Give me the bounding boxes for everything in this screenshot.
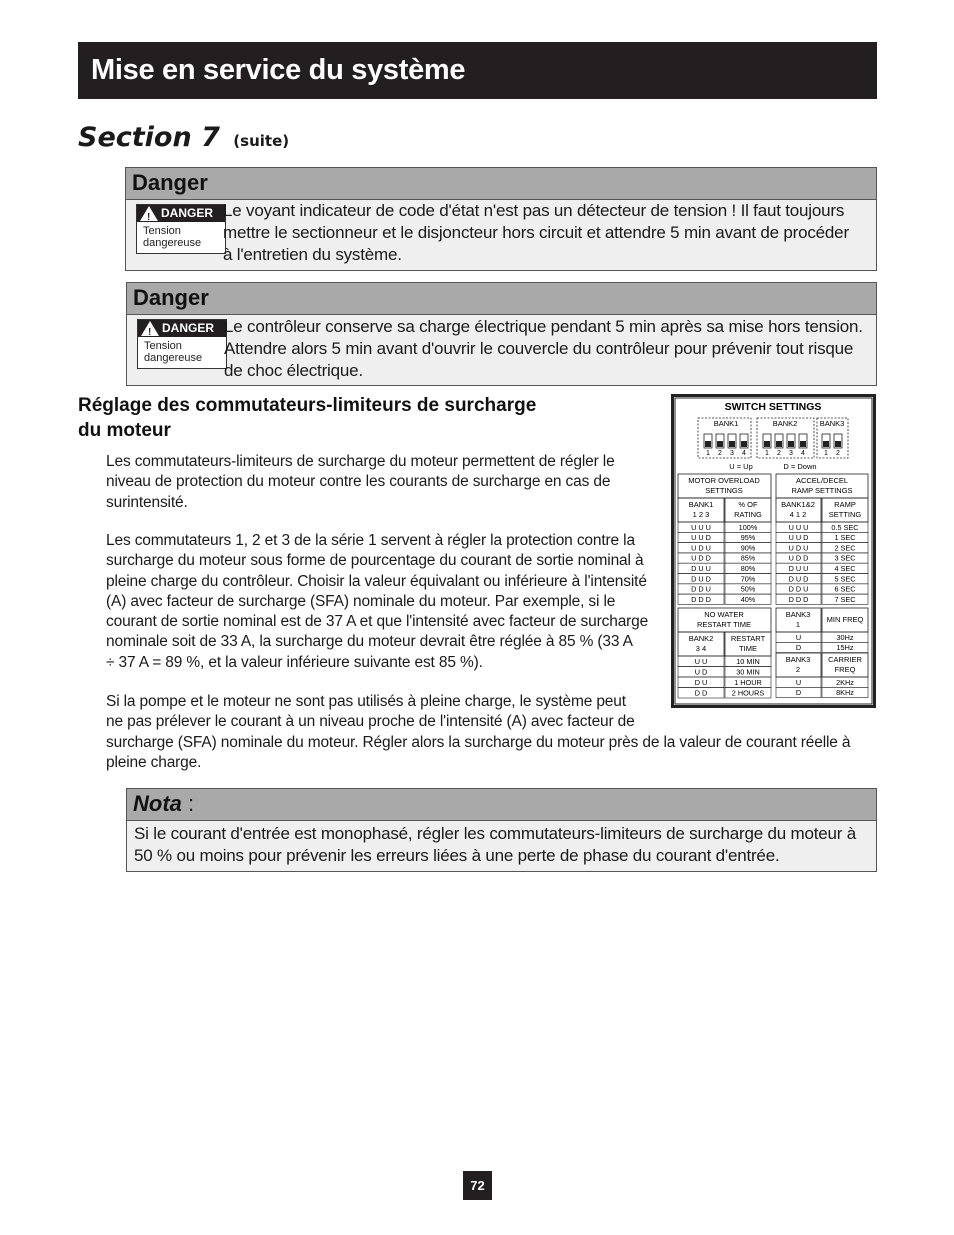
paragraph-line: Si la pompe et le moteur ne sont pas utilisés à pleine charge, le système peut [106, 693, 626, 710]
nota-box-header [127, 789, 876, 821]
danger-box-1-line: mettre le sectionneur et le disjoncteur hors circuit et attendre 5 min avant de procéder [223, 223, 849, 242]
table-cell-value: 7 SEC [834, 594, 856, 604]
table-cell-switches: D U [694, 678, 708, 687]
paragraph-line: Les commutateurs-limiteurs de surcharge du moteur permettent de régler le [106, 453, 615, 470]
table-cell-switches: U U U [691, 522, 711, 532]
dip-switch-knob [705, 441, 711, 447]
table-cell-switches: D D D [691, 594, 711, 604]
paragraph-line: surcharge du moteur sous forme de pourcentage du courant de sortie nominal à [106, 552, 644, 570]
table-cell-value: 4 SEC [834, 564, 856, 573]
danger-box-1-title: Danger [132, 170, 208, 195]
dip-switch-knob [823, 441, 829, 447]
danger-label-line1: Tension [144, 340, 182, 352]
bank3-label: BANK3 [819, 419, 845, 428]
switch-settings-title: SWITCH SETTINGS [724, 401, 822, 413]
table-cell-value: 0.5 SEC [831, 522, 859, 532]
overload-col-header: BANK1 [688, 500, 714, 509]
table-cell-value: 6 SEC [834, 584, 856, 594]
table-cell-value: 2KHz [836, 677, 854, 687]
danger-hazard-label-2 [137, 319, 227, 369]
paragraph-line: nominale soit de 33 A, la surcharge du moteur devrait être réglée à 85 % (33 A [106, 633, 633, 651]
table-cell-switches: U D U [788, 543, 809, 553]
danger-label-line2: dangereuse [143, 237, 202, 249]
carrier-col-header: 2 [795, 665, 801, 674]
paragraph-line: ne pas prélever le courant à un niveau proche de l'intensité (A) avec facteur de [106, 713, 635, 731]
nota-title: Nota [133, 791, 182, 816]
table-cell-switches: U D [694, 667, 708, 677]
dip-switch-knob [835, 441, 841, 447]
section-title: Section 7 [78, 122, 220, 153]
danger-box-2 [126, 282, 877, 386]
table-cell-value: 30Hz [836, 632, 854, 642]
paragraph-line: surcharge (SFA) nominale du moteur. Régler alors la surcharge du moteur près de la valeur de courant réelle à [106, 733, 851, 751]
danger-box-2-line: de choc électrique. [224, 361, 363, 380]
table-cell-value: 95% [740, 533, 756, 543]
overload-col-header: % OF [738, 500, 758, 509]
overload-title-line: SETTINGS [705, 486, 743, 495]
ramp-col-header: BANK1&2 [781, 500, 815, 509]
dip-switch-knob [764, 441, 770, 447]
dip-switch-number: 1 [824, 450, 828, 457]
dip-switch-knob [741, 441, 747, 447]
table-cell-switches: D U U [691, 564, 711, 573]
nowater-col-header: BANK2 [688, 634, 714, 643]
carrier-col-header: BANK3 [785, 655, 811, 664]
table-cell-value: 40% [740, 594, 756, 604]
subsection-title-line: du moteur [78, 420, 171, 441]
danger-box-2-line: Le contrôleur conserve sa charge électrique pendant 5 min après sa mise hors tension. [224, 317, 863, 336]
paragraph-line: (A) avec facteur de surcharge (SFA) nominale du moteur. Par exemple, si le [106, 592, 616, 610]
dip-switch-number: 4 [742, 450, 746, 457]
danger-badge-text: DANGER [162, 321, 215, 335]
table-cell-switches: D [795, 688, 802, 698]
switch-settings-figure [671, 394, 876, 708]
paragraph-line: pleine charge du contrôleur. Choisir la valeur équivalant ou inférieure à l'intensité [106, 572, 647, 590]
subsection-title-line: Réglage des commutateurs-limiteurs de surcharge [78, 395, 537, 416]
table-cell-switches: D D [694, 688, 708, 698]
danger-label-line1: Tension [143, 225, 181, 237]
table-cell-value: 50% [740, 584, 756, 594]
carrier-col-header: FREQ [834, 665, 856, 674]
table-cell-value: 2 SEC [834, 543, 856, 553]
table-cell-switches: U [795, 677, 802, 687]
table-cell-switches: D D D [788, 594, 809, 604]
paragraph-2 [106, 531, 648, 673]
overload-col-header: 1 2 3 [692, 510, 710, 519]
nowater-col-header: 3 4 [695, 644, 707, 653]
table-cell-value: 15Hz [836, 643, 854, 653]
bank1-label: BANK1 [713, 419, 739, 428]
table-cell-switches: U D U [691, 543, 711, 553]
carrier-col-header: CARRIER [828, 655, 862, 664]
legend-up: U = Up [729, 462, 753, 471]
nowater-col-header: RESTART [730, 634, 766, 643]
nowater-title-line: RESTART TIME [696, 620, 752, 629]
table-cell-switches: U D D [691, 553, 711, 563]
nota-colon: : [181, 791, 195, 816]
dip-switch-number: 2 [836, 450, 840, 457]
danger-box-1-line: Le voyant indicateur de code d'état n'est pas un détecteur de tension ! Il faut toujours [223, 201, 845, 220]
table-cell-switches: D U D [788, 574, 809, 584]
dip-switch-knob [788, 441, 794, 447]
paragraph-1 [106, 452, 615, 513]
table-cell-value: 5 SEC [834, 574, 856, 584]
nota-line: Si le courant d'entrée est monophasé, régler les commutateurs-limiteurs de surcharge du moteur à [134, 824, 857, 843]
nowater-title-line: NO WATER [704, 610, 744, 619]
danger-box-2-title: Danger [133, 285, 209, 310]
table-cell-value: 1 SEC [834, 533, 856, 543]
table-cell-switches: U U D [691, 533, 711, 543]
table-cell-value: 2 HOURS [731, 688, 765, 698]
page-number: 72 [463, 1171, 492, 1200]
ramp-col-header: 4 1 2 [789, 510, 807, 519]
dip-switch-knob [717, 441, 723, 447]
table-cell-switches: U U [694, 657, 708, 666]
bank2-label: BANK2 [772, 419, 798, 428]
table-cell-switches: D U U [788, 564, 809, 573]
danger-badge-text: DANGER [161, 206, 214, 220]
table-cell-value: 90% [740, 543, 756, 553]
table-cell-switches: D U D [691, 574, 711, 584]
ramp-col-header: RAMP [834, 500, 856, 509]
dip-switch-knob [729, 441, 735, 447]
page-header-bar [78, 42, 877, 99]
table-cell-switches: D D U [788, 584, 809, 594]
danger-box-1 [125, 167, 877, 271]
table-cell-value: 8KHz [836, 688, 854, 698]
table-cell-switches: D D U [691, 584, 711, 594]
table-cell-switches: U D D [788, 553, 809, 563]
table-cell-switches: U [795, 632, 802, 642]
table-cell-value: 70% [740, 574, 756, 584]
dip-switch-number: 2 [777, 450, 781, 457]
danger-box-1-line: à l'entretien du système. [223, 245, 402, 264]
subsection-heading [78, 393, 658, 443]
danger-box-1-header [126, 168, 876, 200]
table-cell-value: 100% [738, 522, 758, 532]
section-suffix: (suite) [233, 132, 290, 150]
dip-switch-number: 2 [718, 450, 722, 457]
table-cell-switches: U U U [788, 522, 809, 532]
table-cell-value: 85% [740, 553, 756, 563]
page-header-title: Mise en service du système [91, 54, 466, 86]
warning-triangle-icon: ! [141, 321, 159, 336]
danger-box-2-header [127, 283, 876, 315]
section-heading [78, 122, 289, 153]
table-cell-value: 3 SEC [834, 553, 856, 563]
table-cell-value: 1 HOUR [734, 678, 762, 687]
minfreq-col-header: 1 [795, 620, 801, 629]
dip-switch-number: 3 [789, 450, 793, 457]
dip-switch-knob [776, 441, 782, 447]
minfreq-col-header: BANK3 [785, 610, 811, 619]
paragraph-line: niveau de protection du moteur contre les courants de surcharge en cas de [106, 473, 611, 491]
dip-switch-knob [800, 441, 806, 447]
danger-box-1-text [223, 200, 849, 266]
dip-switch-number: 3 [730, 450, 734, 457]
dip-switch-number: 4 [801, 450, 805, 457]
nota-box [126, 788, 877, 872]
nota-line: 50 % ou moins pour prévenir les erreurs liées à une perte de phase du courant d'entrée. [134, 846, 780, 865]
danger-box-2-text [224, 316, 863, 382]
nowater-col-header: TIME [739, 644, 757, 653]
dip-switch-number: 1 [706, 450, 710, 457]
danger-hazard-label-1 [136, 204, 226, 254]
table-cell-switches: U U D [788, 533, 809, 543]
paragraph-line: ÷ 37 A = 89 %, et la valeur inférieure suivante est 85 %). [106, 653, 483, 671]
dip-switch-number: 1 [765, 450, 769, 457]
paragraph-line: courant de sortie nominal est de 37 A et que l'intensité avec facteur de surcharge [106, 613, 649, 631]
paragraph-line: Les commutateurs 1, 2 et 3 de la série 1 servent à régler la protection contre la [106, 532, 635, 549]
overload-title-line: MOTOR OVERLOAD [688, 476, 760, 485]
legend-down: D = Down [783, 462, 817, 471]
danger-box-2-line: Attendre alors 5 min avant d'ouvrir le couvercle du contrôleur pour prévenir tout risque [224, 339, 854, 358]
table-cell-switches: D [795, 643, 802, 653]
nota-text [134, 823, 856, 867]
paragraph-line: pleine charge. [106, 753, 202, 771]
paragraph-line: surintensité. [106, 493, 188, 511]
ramp-col-header: SETTING [828, 510, 862, 519]
table-cell-value: 30 MIN [736, 667, 760, 677]
ramp-title-line: RAMP SETTINGS [791, 486, 853, 495]
ramp-title-line: ACCEL/DECEL [795, 476, 849, 485]
table-cell-value: 10 MIN [736, 657, 760, 666]
minfreq-col-header: MIN FREQ [826, 615, 864, 624]
table-cell-value: 80% [740, 564, 756, 573]
warning-triangle-icon: ! [140, 206, 158, 221]
danger-label-line2: dangereuse [144, 352, 203, 364]
overload-col-header: RATING [734, 510, 762, 519]
